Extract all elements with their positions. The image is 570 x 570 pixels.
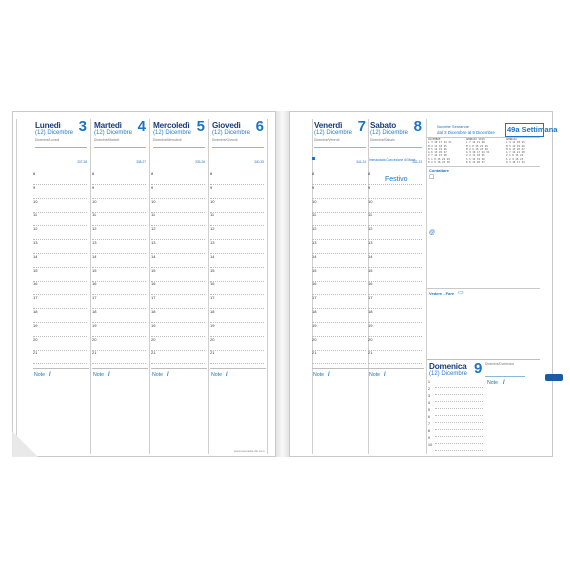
- hour-label: 14: [33, 253, 38, 259]
- hour-row[interactable]: [151, 322, 205, 337]
- hour-label: 20: [312, 336, 317, 342]
- day-number: 8: [413, 118, 422, 135]
- hour-row[interactable]: [151, 253, 205, 268]
- binding-gutter: [276, 111, 289, 457]
- day-subtitle: Dicembre/Venerdì: [314, 138, 340, 142]
- day-count: 340-25: [254, 160, 264, 164]
- hour-row[interactable]: [33, 198, 87, 213]
- hour-label: 12: [151, 226, 156, 232]
- hour-label: 19: [92, 322, 97, 328]
- day-count: 338-27: [136, 160, 146, 164]
- at-icon: @: [429, 230, 436, 236]
- column-rule: [267, 119, 268, 454]
- notes-box[interactable]: [92, 368, 148, 454]
- hour-row[interactable]: [151, 294, 205, 309]
- pen-icon: /: [384, 372, 386, 378]
- hour-label: 8: [33, 171, 36, 176]
- holiday-note: Immacolata Concezione di Maria: [369, 158, 416, 162]
- hour-row[interactable]: [92, 253, 146, 268]
- hour-label: 19: [151, 322, 156, 328]
- hour-label: 13: [210, 240, 215, 245]
- hour-row[interactable]: [92, 322, 146, 337]
- hour-row[interactable]: [92, 184, 146, 199]
- hour-row[interactable]: [312, 239, 366, 254]
- pen-icon: /: [328, 372, 330, 378]
- hour-row[interactable]: [312, 253, 366, 268]
- notes-box[interactable]: [151, 368, 207, 454]
- hour-label: 10: [210, 198, 215, 204]
- day-header: [35, 118, 90, 168]
- hour-label: 8: [368, 171, 371, 176]
- hour-row[interactable]: [33, 308, 87, 323]
- hour-label: 12: [210, 226, 215, 232]
- hour-row[interactable]: [210, 211, 264, 226]
- day-name: Mercoledì: [153, 121, 190, 130]
- hour-row[interactable]: [33, 225, 87, 240]
- hour-label: 16: [312, 281, 317, 287]
- day-number: 4: [137, 118, 146, 135]
- day-month: (12) Dicembre: [429, 371, 468, 377]
- hour-label: 15: [368, 267, 373, 273]
- hour-label: 13: [368, 240, 373, 245]
- line-number: 8: [428, 429, 430, 433]
- hour-row[interactable]: [210, 294, 264, 309]
- day-underline: [35, 147, 87, 148]
- hour-label: 18: [151, 309, 156, 314]
- hour-row[interactable]: [210, 253, 264, 268]
- notes-box[interactable]: [368, 368, 424, 454]
- hour-row[interactable]: [210, 322, 264, 337]
- hour-row[interactable]: [368, 308, 422, 323]
- hour-row[interactable]: [210, 349, 264, 364]
- day-number: 5: [196, 118, 205, 135]
- hour-label: 18: [368, 309, 373, 314]
- hour-row[interactable]: [33, 253, 87, 268]
- hour-row[interactable]: [210, 170, 264, 185]
- hour-row[interactable]: [92, 280, 146, 295]
- line-number: 10: [428, 443, 432, 447]
- day-name: Giovedì: [212, 121, 241, 130]
- hour-row[interactable]: [151, 349, 205, 364]
- hour-label: 18: [33, 309, 38, 314]
- day-underline: [94, 147, 146, 148]
- hour-label: 13: [312, 240, 317, 245]
- column-rule: [208, 119, 209, 454]
- week-title: Nuvette Semanne: [437, 124, 470, 129]
- hour-label: 10: [312, 198, 317, 204]
- hour-row[interactable]: [92, 225, 146, 240]
- hour-label: 14: [368, 253, 373, 259]
- hour-row[interactable]: [151, 308, 205, 323]
- hour-label: 11: [368, 212, 373, 218]
- hour-label: 12: [368, 226, 373, 232]
- hour-label: 16: [210, 281, 215, 287]
- day-subtitle: Dicembre/Mercoledì: [153, 138, 182, 142]
- hour-row[interactable]: [92, 239, 146, 254]
- hour-label: 21: [368, 350, 373, 356]
- line-number: 1: [428, 380, 430, 384]
- hour-row[interactable]: [368, 322, 422, 337]
- day-header: [94, 118, 149, 168]
- hour-row[interactable]: [33, 322, 87, 337]
- hour-row[interactable]: [92, 294, 146, 309]
- hour-label: 9: [151, 184, 154, 190]
- hour-label: 13: [33, 240, 38, 245]
- hour-label: 19: [33, 322, 38, 328]
- hour-label: 21: [33, 350, 38, 356]
- hour-label: 11: [33, 212, 38, 218]
- day-month: (12) Dicembre: [94, 130, 133, 136]
- hour-label: 9: [33, 184, 36, 190]
- hour-label: 9: [210, 184, 213, 190]
- hour-row[interactable]: [92, 198, 146, 213]
- hour-row[interactable]: [312, 294, 366, 309]
- pen-icon: /: [167, 372, 169, 378]
- hour-label: 16: [151, 281, 156, 287]
- pen-icon: /: [226, 372, 228, 378]
- hour-label: 15: [92, 267, 97, 273]
- hour-label: 14: [210, 253, 215, 259]
- day-name: Domenica: [429, 362, 467, 371]
- day-month: (12) Dicembre: [153, 130, 192, 136]
- notes-box[interactable]: [312, 368, 368, 454]
- notes-box[interactable]: [210, 368, 266, 454]
- line-number: 3: [428, 394, 430, 398]
- day-underline: [314, 147, 366, 148]
- hour-row[interactable]: [33, 170, 87, 185]
- pen-icon: /: [108, 372, 110, 378]
- line-number: 9: [428, 436, 430, 440]
- hour-label: 21: [312, 350, 317, 356]
- day-name: Lunedì: [35, 121, 61, 130]
- hour-row[interactable]: [368, 349, 422, 364]
- hour-row[interactable]: [368, 239, 422, 254]
- hour-row[interactable]: [368, 280, 422, 295]
- day-subtitle: Dicembre/Giovedì: [212, 138, 238, 142]
- hour-row[interactable]: [33, 349, 87, 364]
- hour-row[interactable]: [92, 170, 146, 185]
- hour-label: 19: [210, 322, 215, 328]
- column-rule: [90, 119, 91, 454]
- hour-row[interactable]: [368, 225, 422, 240]
- hour-row[interactable]: [368, 184, 422, 199]
- hour-label: 14: [92, 253, 97, 259]
- day-underline: [153, 147, 205, 148]
- hour-label: 18: [312, 309, 317, 314]
- hour-label: 16: [92, 281, 97, 287]
- hour-label: 12: [312, 226, 317, 232]
- hour-row[interactable]: [151, 198, 205, 213]
- hour-row[interactable]: [312, 170, 366, 185]
- line-number: 6: [428, 415, 430, 419]
- mini-calendar-title: DICEMBRE: [428, 138, 441, 141]
- hour-label: 9: [92, 184, 95, 190]
- week-number: 49a Settimana: [507, 125, 558, 134]
- day-subtitle: Dicembre/Sabato: [370, 138, 395, 142]
- hour-row[interactable]: [368, 336, 422, 351]
- day-header: [153, 118, 208, 168]
- notes-label: Note: [93, 372, 104, 378]
- day-subtitle: Dicembre/Domenica: [485, 362, 514, 366]
- column-rule: [16, 119, 17, 454]
- line-number: 2: [428, 387, 430, 391]
- hour-label: 20: [33, 336, 38, 342]
- hour-label: 14: [151, 253, 156, 259]
- day-month: (12) Dicembre: [212, 130, 251, 136]
- day-column: [312, 118, 369, 453]
- hour-row[interactable]: [151, 211, 205, 226]
- notes-label: Note: [369, 372, 380, 378]
- hour-row[interactable]: [151, 184, 205, 199]
- hour-row[interactable]: [368, 253, 422, 268]
- hour-row[interactable]: [33, 239, 87, 254]
- hour-label: 21: [210, 350, 215, 356]
- hour-label: 20: [92, 336, 97, 342]
- hour-label: 20: [210, 336, 215, 342]
- hour-row[interactable]: [33, 280, 87, 295]
- day-month: (12) Dicembre: [370, 130, 409, 136]
- hour-row[interactable]: [33, 336, 87, 351]
- hour-row[interactable]: [151, 225, 205, 240]
- hour-row[interactable]: [312, 336, 366, 351]
- day-count: 342-23: [412, 160, 422, 164]
- hour-label: 13: [151, 240, 156, 245]
- hour-row[interactable]: [151, 267, 205, 282]
- page-tab: [545, 374, 563, 381]
- day-underline: [212, 147, 264, 148]
- day-column: [368, 118, 425, 453]
- mini-calendar-title: GENNAIO 2019: [466, 138, 485, 141]
- mini-calendar-december: DICEMBRE L 3 10 17 24 31 M 4 11 18 25 M 5 12 19 26 G 6 13 20 27 V 7 14 21 28 S 1 8 15 22 29 D 2 9 16 23 30: [428, 138, 452, 165]
- day-month: (12) Dicembre: [314, 130, 353, 136]
- hour-label: 8: [312, 171, 315, 176]
- hour-row[interactable]: [368, 198, 422, 213]
- divider: [427, 166, 540, 167]
- hour-row[interactable]: [210, 267, 264, 282]
- hour-label: 16: [368, 281, 373, 287]
- hour-label: 11: [92, 212, 97, 218]
- hour-label: 17: [33, 295, 38, 301]
- hour-label: 20: [368, 336, 373, 342]
- hour-label: 18: [92, 309, 97, 314]
- folder-icon: ▭: [458, 290, 464, 296]
- day-underline: [370, 147, 422, 148]
- hour-label: 12: [92, 226, 97, 232]
- day-name: Sabato: [370, 121, 397, 130]
- hour-row[interactable]: [92, 211, 146, 226]
- hour-row[interactable]: [33, 184, 87, 199]
- day-header: [314, 118, 369, 168]
- hour-row[interactable]: [210, 308, 264, 323]
- hour-label: 17: [92, 295, 97, 301]
- day-column: [92, 118, 149, 453]
- hour-row[interactable]: [312, 267, 366, 282]
- hour-row[interactable]: [92, 267, 146, 282]
- notes-label: Note: [487, 380, 498, 386]
- hour-label: 9: [368, 184, 371, 190]
- hour-row[interactable]: [33, 267, 87, 282]
- day-number: 9: [474, 360, 483, 377]
- column-rule: [149, 119, 150, 454]
- hour-row[interactable]: [210, 184, 264, 199]
- hour-label: 10: [151, 198, 156, 204]
- hour-row[interactable]: [151, 336, 205, 351]
- notes-label: Note: [211, 372, 222, 378]
- hour-label: 10: [33, 198, 38, 204]
- hour-label: 11: [210, 212, 215, 218]
- hour-row[interactable]: [92, 336, 146, 351]
- hour-row[interactable]: [312, 198, 366, 213]
- hour-label: 10: [92, 198, 97, 204]
- hour-label: 14: [312, 253, 317, 259]
- hour-row[interactable]: [33, 294, 87, 309]
- hour-row[interactable]: [151, 170, 205, 185]
- hour-label: 17: [368, 295, 373, 301]
- day-count: 341-24: [356, 160, 366, 164]
- hour-row[interactable]: [312, 322, 366, 337]
- hour-row[interactable]: [210, 225, 264, 240]
- hour-label: 15: [312, 267, 317, 273]
- hour-row[interactable]: [312, 349, 366, 364]
- pen-icon: /: [49, 372, 51, 378]
- day-month: (12) Dicembre: [35, 130, 74, 136]
- hour-row[interactable]: [151, 280, 205, 295]
- hour-label: 15: [33, 267, 38, 273]
- hour-row[interactable]: [312, 184, 366, 199]
- marker-dot: [312, 157, 315, 160]
- day-column: [151, 118, 208, 453]
- sunday-line[interactable]: [428, 443, 483, 451]
- hour-label: 11: [312, 212, 317, 218]
- hour-label: 19: [368, 322, 373, 328]
- notes-box[interactable]: [33, 368, 89, 454]
- hour-label: 13: [92, 240, 97, 245]
- line-number: 7: [428, 422, 430, 426]
- day-name: Venerdì: [314, 121, 343, 130]
- hour-label: 16: [33, 281, 38, 287]
- mini-calendar-next: GENNAIO L 4 11 18 25 M 5 12 19 26 M 6 13 20 27 G 7 14 21 28 V 1 8 15 22 S 2 9 16 23 D 3 10 17 24: [506, 138, 525, 165]
- hour-row[interactable]: [312, 280, 366, 295]
- week-range: dal 3 Dicembre al 9 Dicembre: [437, 130, 495, 135]
- hour-row[interactable]: [92, 349, 146, 364]
- hour-label: 8: [92, 171, 95, 176]
- hour-row[interactable]: [312, 225, 366, 240]
- day-number: 6: [255, 118, 264, 135]
- hour-row[interactable]: [312, 308, 366, 323]
- mini-calendar-title: GENNAIO: [506, 138, 517, 141]
- line-number: 4: [428, 401, 430, 405]
- publisher-url: www.quovadis-dis.com: [234, 449, 265, 453]
- hour-row[interactable]: [368, 211, 422, 226]
- day-column: [33, 118, 90, 453]
- festivo-label: Festivo: [385, 176, 408, 183]
- hour-label: 17: [210, 295, 215, 301]
- line-number: 5: [428, 408, 430, 412]
- day-column: [210, 118, 267, 453]
- sunday-block: [427, 360, 540, 450]
- hour-row[interactable]: [210, 336, 264, 351]
- notes-label: Note: [152, 372, 163, 378]
- hour-label: 11: [151, 212, 156, 218]
- hour-label: 10: [368, 198, 373, 204]
- hour-label: 8: [151, 171, 154, 176]
- hour-label: 19: [312, 322, 317, 328]
- day-count: 337-28: [77, 160, 87, 164]
- hour-row[interactable]: [33, 211, 87, 226]
- hour-label: 21: [151, 350, 156, 356]
- hour-label: 9: [312, 184, 315, 190]
- day-subtitle: Dicembre/Lunedì: [35, 138, 60, 142]
- hour-row[interactable]: [210, 198, 264, 213]
- hour-label: 17: [151, 295, 156, 301]
- phone-icon: ☐: [429, 175, 435, 181]
- hour-label: 21: [92, 350, 97, 356]
- hour-label: 12: [33, 226, 38, 232]
- hour-label: 8: [210, 171, 213, 176]
- pen-icon: /: [503, 380, 505, 386]
- hour-row[interactable]: [368, 294, 422, 309]
- hour-label: 15: [151, 267, 156, 273]
- hour-label: 15: [210, 267, 215, 273]
- hour-label: 17: [312, 295, 317, 301]
- hour-row[interactable]: [312, 211, 366, 226]
- day-underline: [485, 376, 525, 377]
- hour-row[interactable]: [92, 308, 146, 323]
- day-number: 3: [78, 118, 87, 135]
- hour-row[interactable]: [151, 239, 205, 254]
- divider: [427, 288, 540, 289]
- contattare-label: Contattare: [429, 168, 450, 173]
- hour-row[interactable]: [368, 267, 422, 282]
- notes-label: Note: [34, 372, 45, 378]
- mini-calendar-january: GENNAIO 2019 L 7 14 21 28 M 1 8 15 22 29 M 2 9 16 23 30 G 3 10 17 24 31 V 4 11 18 25 S 5 12 19 26 D 6 13 20 27: [466, 138, 490, 165]
- day-name: Martedì: [94, 121, 122, 130]
- day-count: 339-26: [195, 160, 205, 164]
- hour-label: 18: [210, 309, 215, 314]
- day-subtitle: Dicembre/Martedì: [94, 138, 120, 142]
- hour-row[interactable]: [210, 239, 264, 254]
- hour-label: 20: [151, 336, 156, 342]
- hour-row[interactable]: [210, 280, 264, 295]
- day-header: [212, 118, 267, 168]
- notes-label: Note: [313, 372, 324, 378]
- vedere-fare-label: Vedere - Fare: [429, 291, 455, 296]
- day-number: 7: [357, 118, 366, 135]
